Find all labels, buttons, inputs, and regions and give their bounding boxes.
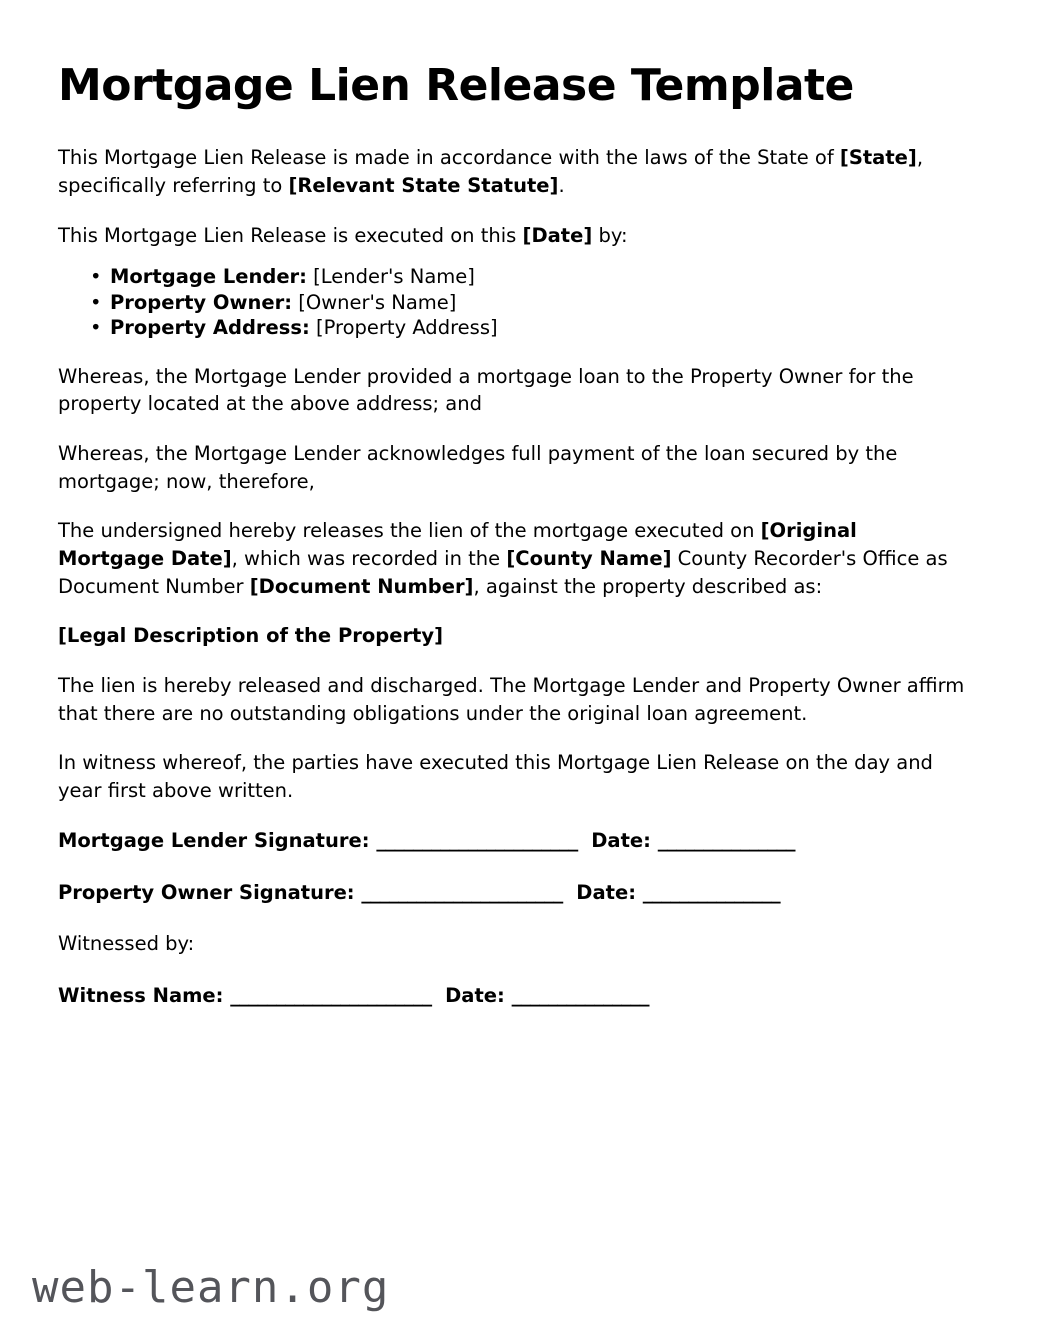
release-paragraph: [58, 517, 968, 600]
original-mortgage-date-placeholder: [Original Mortgage Date]: [58, 519, 857, 571]
mortgage-lender-signature-label: Mortgage Lender Signature:: [58, 828, 377, 852]
property-owner-signature-label: Property Owner Signature:: [58, 880, 362, 904]
list-item: [90, 316, 968, 340]
party-label-property-owner: Property Owner:: [110, 290, 293, 314]
county-name-placeholder: [County Name]: [506, 547, 672, 571]
governing-law-suffix-text: .: [558, 174, 565, 198]
whereas-paragraph-two: Whereas, the Mortgage Lender acknowledges full payment of the loan secured by the mortgage; now, therefore,: [58, 441, 898, 493]
bullet-icon: •: [90, 290, 102, 314]
mortgage-lender-signature-row: [58, 827, 968, 855]
document-content: [58, 62, 968, 1034]
bullet-icon: •: [90, 316, 102, 340]
list-item: [90, 265, 968, 289]
witness-name-row: [58, 982, 968, 1010]
property-owner-signature-field[interactable]: ______________________: [361, 880, 563, 904]
witness-date-field[interactable]: _______________: [511, 983, 649, 1007]
discharge-paragraph: The lien is hereby released and discharged. The Mortgage Lender and Property Owner affirm that there are no outstanding obligations under the original loan agreement.: [58, 674, 965, 725]
witness-name-label: Witness Name:: [58, 983, 231, 1007]
release-mid-two-text: County Recorder's Office as Document Number: [58, 547, 948, 598]
signature-block: [58, 827, 968, 1010]
mortgage-lender-date-label: Date:: [577, 828, 658, 852]
property-owner-signature-row: [58, 879, 968, 907]
document-number-placeholder: [Document Number]: [249, 574, 474, 598]
mortgage-lender-signature-field[interactable]: ______________________: [376, 828, 578, 852]
in-witness-whereof-paragraph: In witness whereof, the parties have executed this Mortgage Lien Release on the day and year first above written.: [58, 751, 933, 803]
governing-law-mid-text: , specifically referring to: [58, 146, 924, 198]
release-suffix-text: , against the property described as:: [473, 574, 823, 598]
witnessed-by-label: Witnessed by:: [58, 932, 195, 956]
whereas-paragraph-one: Whereas, the Mortgage Lender provided a mortgage loan to the Property Owner for the property located at the above address; and: [58, 364, 914, 416]
legal-description-placeholder: [Legal Description of the Property]: [58, 624, 444, 648]
executed-prefix-text: This Mortgage Lien Release is executed on this: [58, 223, 523, 247]
execution-paragraph: [58, 222, 968, 250]
state-placeholder: [State]: [839, 146, 917, 170]
mortgage-lender-date-field[interactable]: _______________: [657, 828, 795, 852]
witness-name-field[interactable]: ______________________: [230, 983, 432, 1007]
party-value-property-address: [Property Address]: [309, 316, 498, 340]
site-watermark: web-learn.org: [32, 1262, 390, 1313]
date-placeholder: [Date]: [522, 223, 593, 247]
release-prefix-text: The undersigned hereby releases the lien of the mortgage executed on: [58, 519, 761, 543]
property-owner-date-label: Date:: [562, 880, 643, 904]
governing-law-prefix-text: This Mortgage Lien Release is made in accordance with the laws of the State of: [58, 146, 840, 170]
statute-placeholder: [Relevant State Statute]: [288, 174, 559, 198]
party-value-mortgage-lender: [Lender's Name]: [306, 265, 475, 289]
party-label-property-address: Property Address:: [110, 316, 310, 340]
party-label-mortgage-lender: Mortgage Lender:: [110, 265, 307, 289]
executed-suffix-text: by:: [592, 223, 628, 247]
page-title: Mortgage Lien Release Template: [58, 60, 854, 111]
witness-date-label: Date:: [431, 983, 512, 1007]
list-item: [90, 290, 968, 315]
party-value-property-owner: [Owner's Name]: [292, 290, 457, 314]
release-mid-one-text: , which was recorded in the: [231, 547, 507, 571]
governing-law-paragraph: [58, 144, 968, 199]
party-list: [58, 265, 968, 340]
property-owner-date-field[interactable]: _______________: [642, 880, 781, 904]
bullet-icon: •: [90, 265, 102, 289]
